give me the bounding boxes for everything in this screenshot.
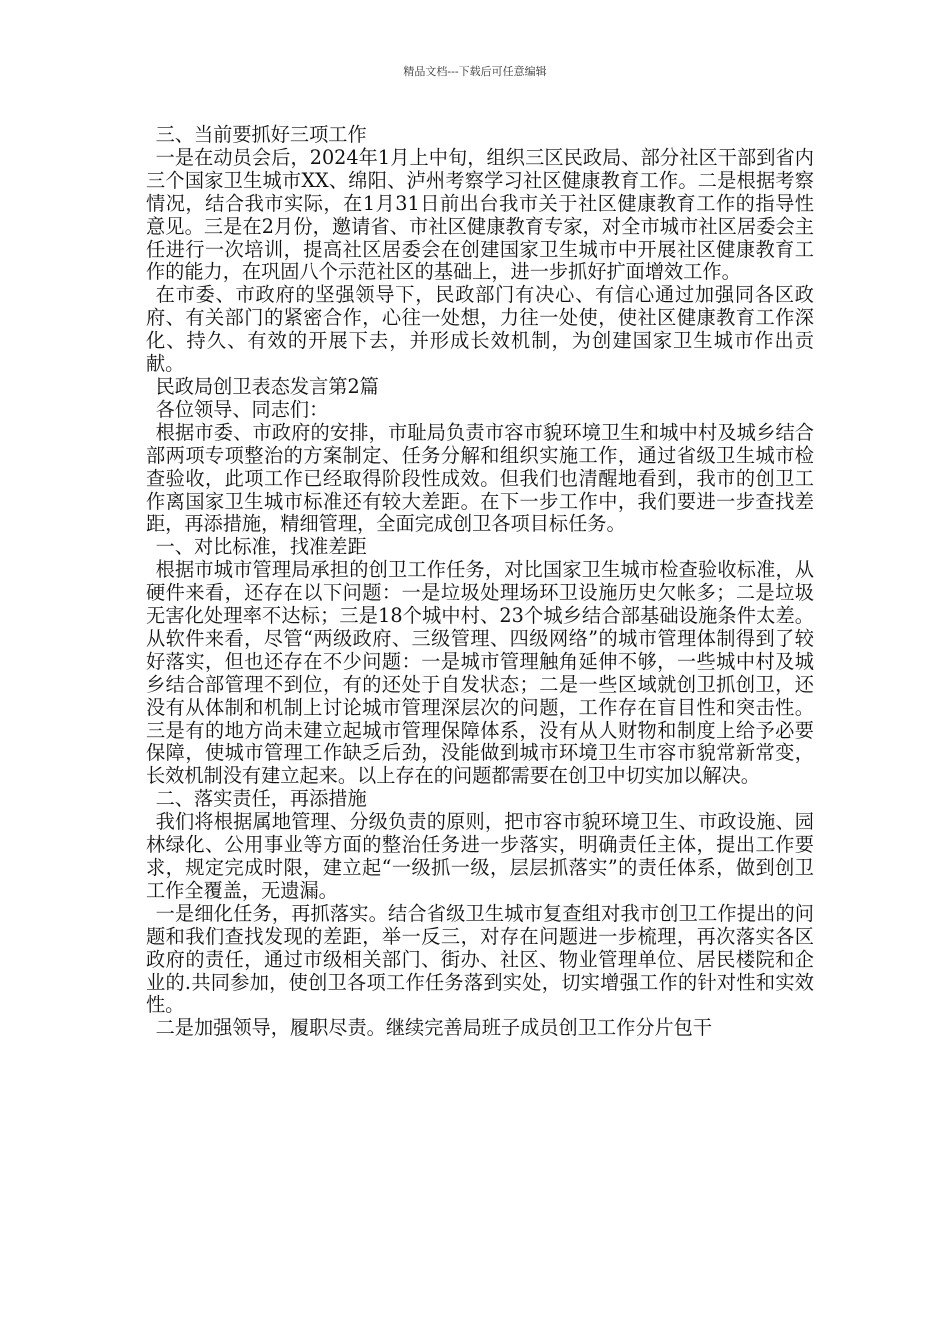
- paragraph: 一是在动员会后，2024年1月上中旬，组织三区民政局、部分社区干部到省内三个国家卫生城市XX、绵阳、泸州考察学习社区健康教育工作。二是根据考察情况，结合我市实际，在1月31日前出台我市关于社区健康教育工作的指导性意见。三是在2月份，邀请省、市社区健康教育专家，对全市城市社区居委会主任进行一次培训，提高社区居委会在创建国家卫生城市中开展社区健康教育工作的能力，在巩固八个示范社区的基础上，进一步抓好扩面增效工作。: [146, 145, 814, 284]
- salutation: 各位领导、同志们：: [155, 397, 329, 421]
- paragraph: 我们将根据属地管理、分级负责的原则，把市容市貌环境卫生、市政设施、园林绿化、公用事业等方面的整治任务进一步落实，明确责任主体，提出工作要求，规定完成时限，建立起“一级抓一级，层层抓落实”的责任体系，做到创卫工作全覆盖，无遗漏。: [146, 810, 814, 902]
- section-heading-two: 二、落实责任，再添措施: [155, 787, 367, 811]
- section-heading-one: 一、对比标准，找准差距: [155, 535, 367, 559]
- paragraph: 根据市委、市政府的安排，市耻局负责市容市貌环境卫生和城中村及城乡结合部两项专项整治的方案制定、任务分解和组织实施工作，通过省级卫生城市检查验收，此项工作已经取得阶段性成效。但我们也清醒地看到，我市的创卫工作离国家卫生城市标准还有较大差距。在下一步工作中，我们要进一步查找差距，再添措施，精细管理，全面完成创卫各项目标任务。: [146, 420, 814, 536]
- paragraph: 二是加强领导，履职尽责。继续完善局班子成员创卫工作分片包干: [155, 1016, 713, 1040]
- paragraph: 根据市城市管理局承担的创卫工作任务，对比国家卫生城市检查验收标准，从硬件来看，还存在以下问题：一是垃圾处理场环卫设施历史欠帐多；二是垃圾无害化处理率不达标；三是18个城中村、23个城乡结合部基础设施条件太差。从软件来看，尽管“两级政府、三级管理、四级网络”的城市管理体制得到了较好落实，但也还存在不少问题：一是城市管理触角延伸不够，一些城中村及城乡结合部管理不到位，有的还处于自发状态；二是一些区域就创卫抓创卫，还没有从体制和机制上讨论城市管理深层次的问题，工作存在盲目性和突击性。三是有的地方尚未建立起城市管理保障体系，没有从人财物和制度上给予必要保障，使城市管理工作缺乏后劲，没能做到城市环境卫生市容市貌常新常变，长效机制没有建立起来。以上存在的问题都需要在创卫中切实加以解决。: [146, 558, 814, 788]
- section-heading-three: 三、当前要抓好三项工作: [155, 123, 367, 146]
- paragraph: 在市委、市政府的坚强领导下，民政部门有决心、有信心通过加强同各区政府、有关部门的紧密合作，心往一处想，力往一处使，使社区健康教育工作深化、持久、有效的开展下去，并形成长效机制，为创建国家卫生城市作出贡献。: [146, 283, 814, 376]
- document-body: [146, 124, 814, 1040]
- page-header: 精品文档---下载后可任意编辑: [403, 65, 547, 78]
- paragraph: 一是细化任务，再抓落实。结合省级卫生城市复查组对我市创卫工作提出的问题和我们查找发现的差距，举一反三，对存在问题进一步梳理，再次落实各区政府的责任，通过市级相关部门、街办、社区、物业管理单位、居民楼院和企业的.共同参加，使创卫各项工作任务落到实处，切实增强工作的针对性和实效性。: [146, 901, 814, 1017]
- article-title: 民政局创卫表态发言第2篇: [155, 374, 379, 398]
